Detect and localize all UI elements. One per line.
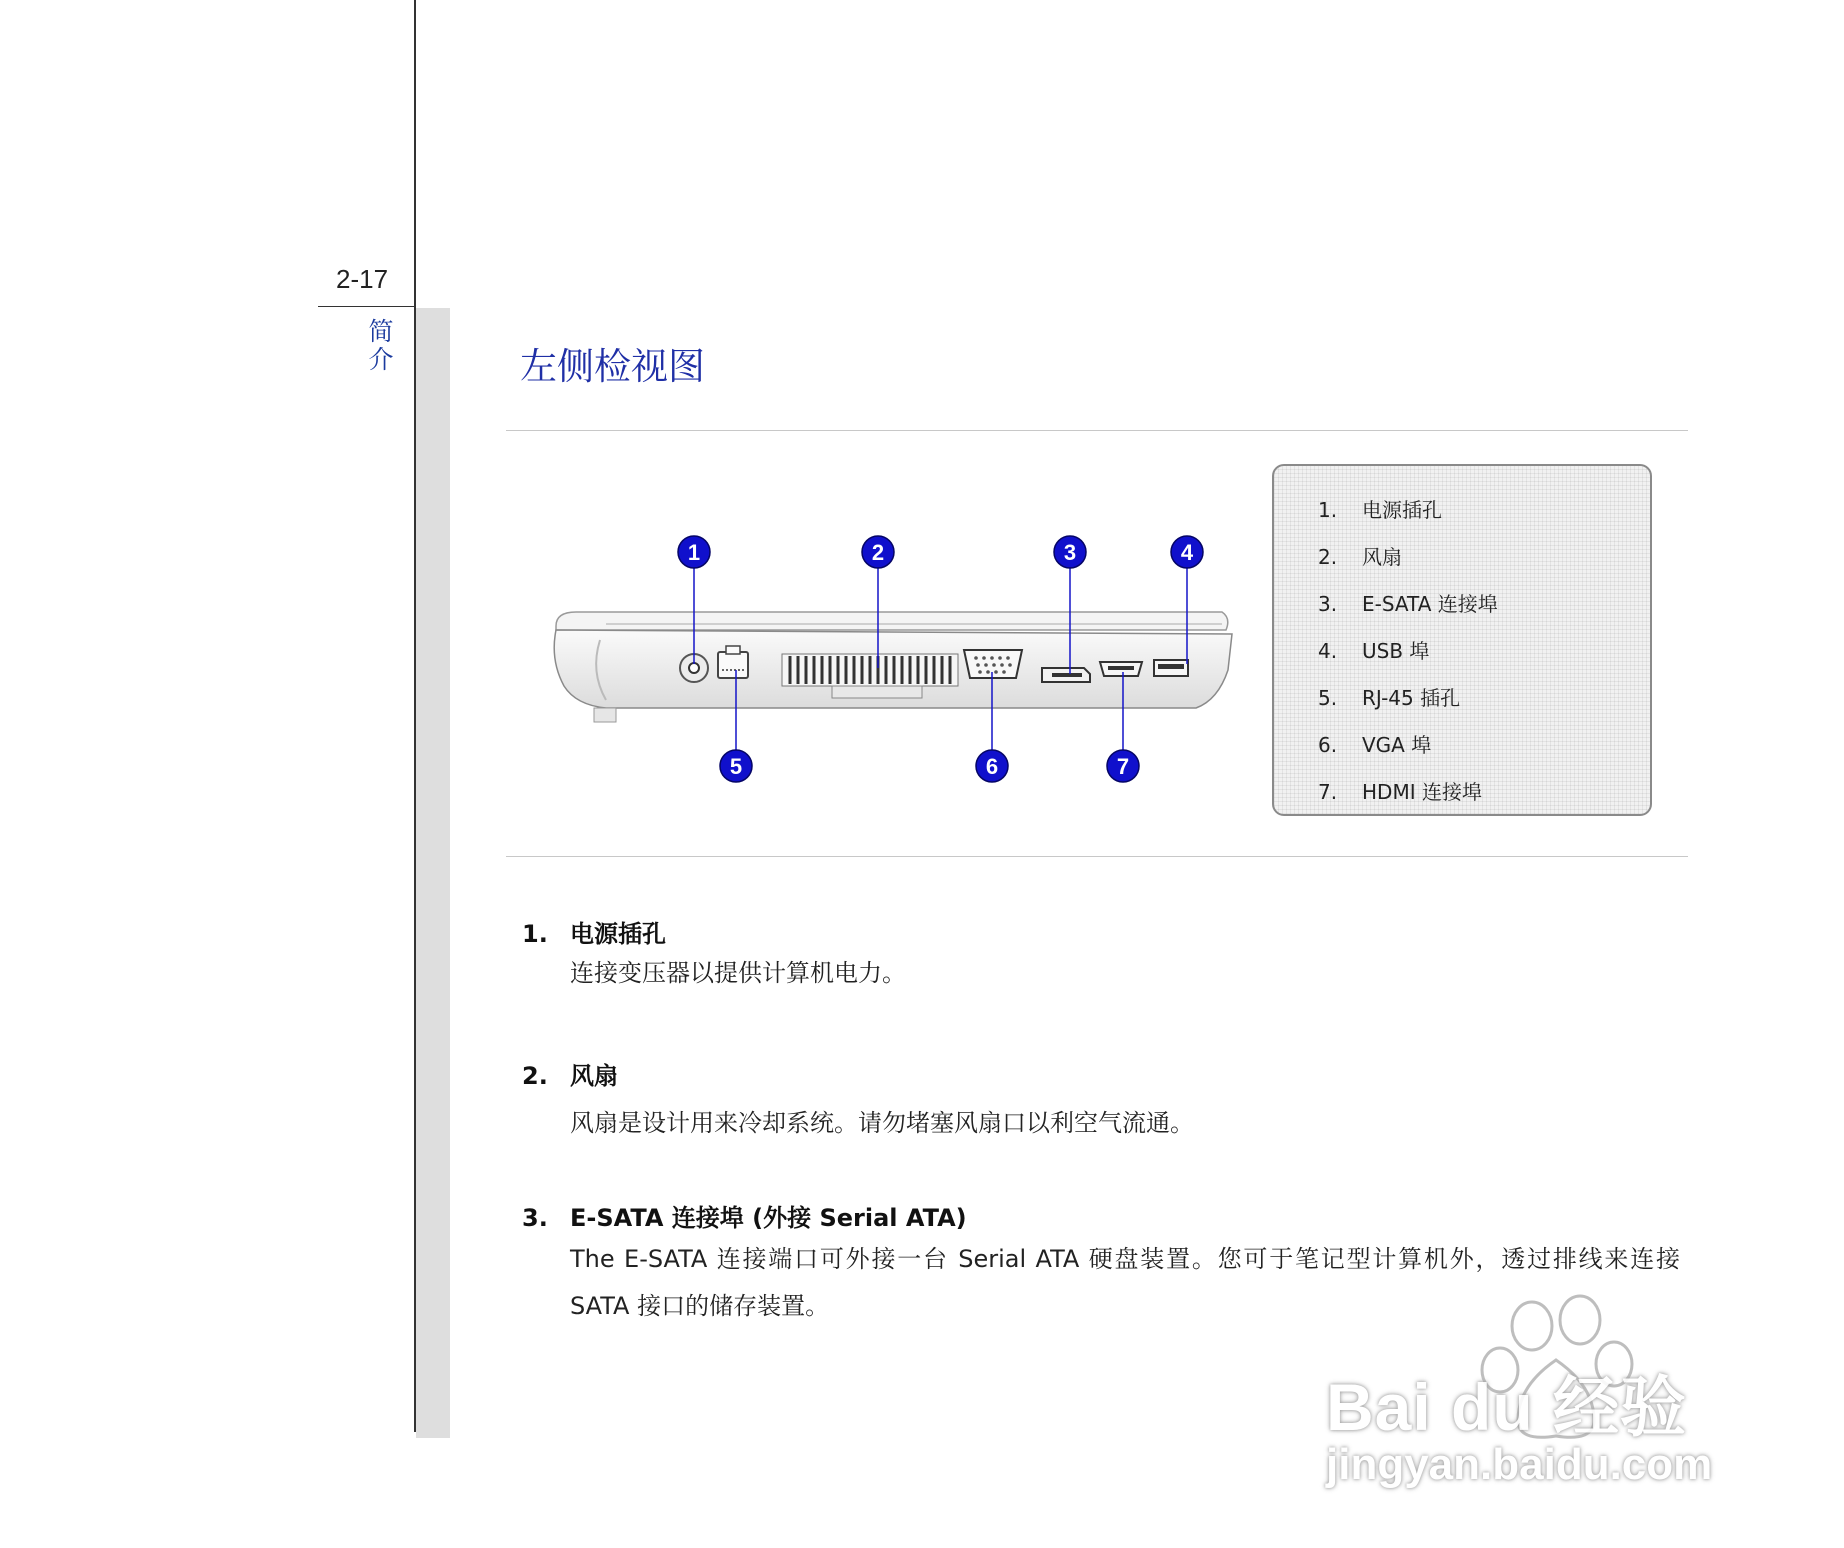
- legend-number: 6.: [1318, 733, 1338, 757]
- legend-number: 7.: [1318, 780, 1338, 804]
- section-title: E-SATA 连接埠 (外接 Serial ATA): [570, 1204, 967, 1232]
- section-heading: [522, 914, 666, 949]
- callout-6-label: 6: [985, 754, 999, 779]
- margin-bar: [416, 308, 450, 1438]
- section-body: 风扇是设计用来冷却系统。请勿堵塞风扇口以利空气流通。: [570, 1109, 1194, 1137]
- callout-7-badge: [1107, 750, 1139, 782]
- section-heading: [522, 1198, 967, 1233]
- callout-6-badge: [976, 750, 1008, 782]
- vga-port-shape: [964, 650, 1022, 678]
- callout-3-label: 3: [1063, 540, 1077, 565]
- section-number: 1.: [522, 920, 548, 948]
- legend-item: [1318, 635, 1429, 664]
- rj45-port-shape: [718, 652, 748, 678]
- legend-item: [1318, 588, 1498, 617]
- legend-number: 1.: [1318, 498, 1338, 522]
- laptop-left-side-diagram: [546, 500, 1256, 790]
- callout-2-label: 2: [871, 540, 885, 565]
- watermark-brand: Bai du 经验: [1326, 1370, 1688, 1444]
- hdmi-port-shape: [1100, 662, 1142, 676]
- chapter-label: [366, 318, 396, 374]
- legend-item: [1318, 682, 1460, 711]
- callout-4-badge: [1171, 536, 1203, 568]
- legend-number: 4.: [1318, 639, 1338, 663]
- legend-item: [1318, 494, 1442, 523]
- callout-7-label: 7: [1116, 754, 1130, 779]
- legend-label: USB 埠: [1362, 639, 1430, 663]
- legend-number: 3.: [1318, 592, 1338, 616]
- watermark-url: jingyan.baidu.com: [1326, 1440, 1713, 1489]
- legend-label: VGA 埠: [1362, 733, 1432, 757]
- section-number: 2.: [522, 1062, 548, 1090]
- page-number-rule: [318, 306, 416, 307]
- chapter-char: 介: [368, 345, 394, 374]
- chapter-char: 简: [368, 317, 394, 346]
- page-number: 2-17: [336, 264, 389, 294]
- section-number: 3.: [522, 1204, 548, 1232]
- legend-label: 风扇: [1362, 545, 1402, 569]
- callout-4-label: 4: [1180, 540, 1194, 565]
- callout-2-badge: [862, 536, 894, 568]
- section-title: 电源插孔: [570, 920, 666, 948]
- legend-label: HDMI 连接埠: [1362, 780, 1482, 804]
- section-body: The E-SATA 连接端口可外接一台 Serial ATA 硬盘装置。您可于笔记型计算机外，透过排线来连接 SATA 接口的储存装置。: [570, 1245, 1680, 1320]
- esata-port-shape: [1042, 668, 1090, 682]
- callout-5-label: 5: [729, 754, 743, 779]
- legend-number: 2.: [1318, 545, 1338, 569]
- section-heading: [522, 1056, 618, 1091]
- usb-port-shape: [1154, 660, 1188, 676]
- legend-number: 5.: [1318, 686, 1338, 710]
- legend-label: 电源插孔: [1362, 498, 1442, 522]
- callout-3-badge: [1054, 536, 1086, 568]
- page-title: 左侧检视图: [520, 345, 705, 388]
- callout-1-badge: [678, 536, 710, 568]
- legend-label: RJ-45 插孔: [1362, 686, 1461, 710]
- divider-bottom: [506, 856, 1688, 857]
- section-body: 连接变压器以提供计算机电力。: [570, 959, 906, 987]
- divider-top: [506, 430, 1688, 431]
- callout-5-badge: [720, 750, 752, 782]
- callout-1-label: 1: [687, 540, 701, 565]
- legend-item: [1318, 541, 1402, 570]
- section-title: 风扇: [570, 1062, 618, 1090]
- legend-label: E-SATA 连接埠: [1362, 592, 1498, 616]
- port-legend-box: [1272, 464, 1652, 816]
- legend-item: [1318, 776, 1482, 805]
- legend-item: [1318, 729, 1431, 758]
